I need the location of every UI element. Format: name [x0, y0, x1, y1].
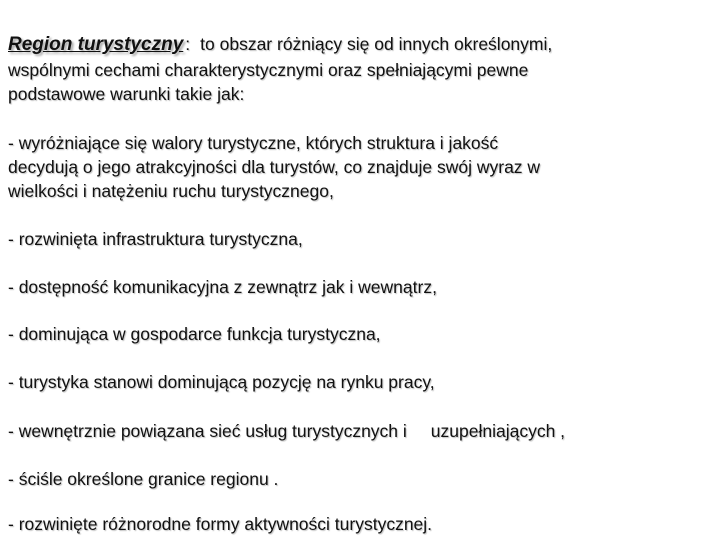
- bullet-1-line-2: decydują o jego atrakcyjności dla turystów, co znajduje swój wyraz w: [8, 157, 541, 177]
- bullet-4: - dominująca w gospodarce funkcja turystyczna,: [8, 324, 381, 344]
- intro-line-3: podstawowe warunki takie jak:: [8, 84, 245, 104]
- bullet-1-line-1: - wyróżniające się walory turystyczne, których struktura i jakość: [8, 133, 499, 153]
- bullet-3: - dostępność komunikacyjna z zewnątrz jak i wewnątrz,: [8, 277, 437, 297]
- bullet-8: - rozwinięte różnorodne formy aktywności turystycznej.: [8, 514, 433, 534]
- definition-text-1: to obszar różniący się od innych określonymi,: [200, 34, 553, 54]
- bullet-2: - rozwinięta infrastruktura turystyczna,: [8, 229, 303, 249]
- definition-colon: :: [185, 34, 191, 54]
- intro-line-1: [8, 33, 552, 56]
- bullet-7: - ściśle określone granice regionu .: [8, 469, 279, 489]
- bullet-6-part-1: - wewnętrznie powiązana sieć usług turystycznych i: [8, 421, 407, 441]
- bullet-6: [8, 420, 565, 443]
- bullet-6-part-2: uzupełniających ,: [430, 421, 566, 441]
- term-region-turystyczny: Region turystyczny: [8, 34, 184, 55]
- intro-line-2: wspólnymi cechami charakterystycznymi oraz spełniającymi pewne: [8, 60, 529, 80]
- bullet-5: - turystyka stanowi dominującą pozycję na rynku pracy,: [8, 372, 435, 392]
- bullet-1-line-3: wielkości i natężeniu ruchu turystycznego,: [8, 181, 334, 201]
